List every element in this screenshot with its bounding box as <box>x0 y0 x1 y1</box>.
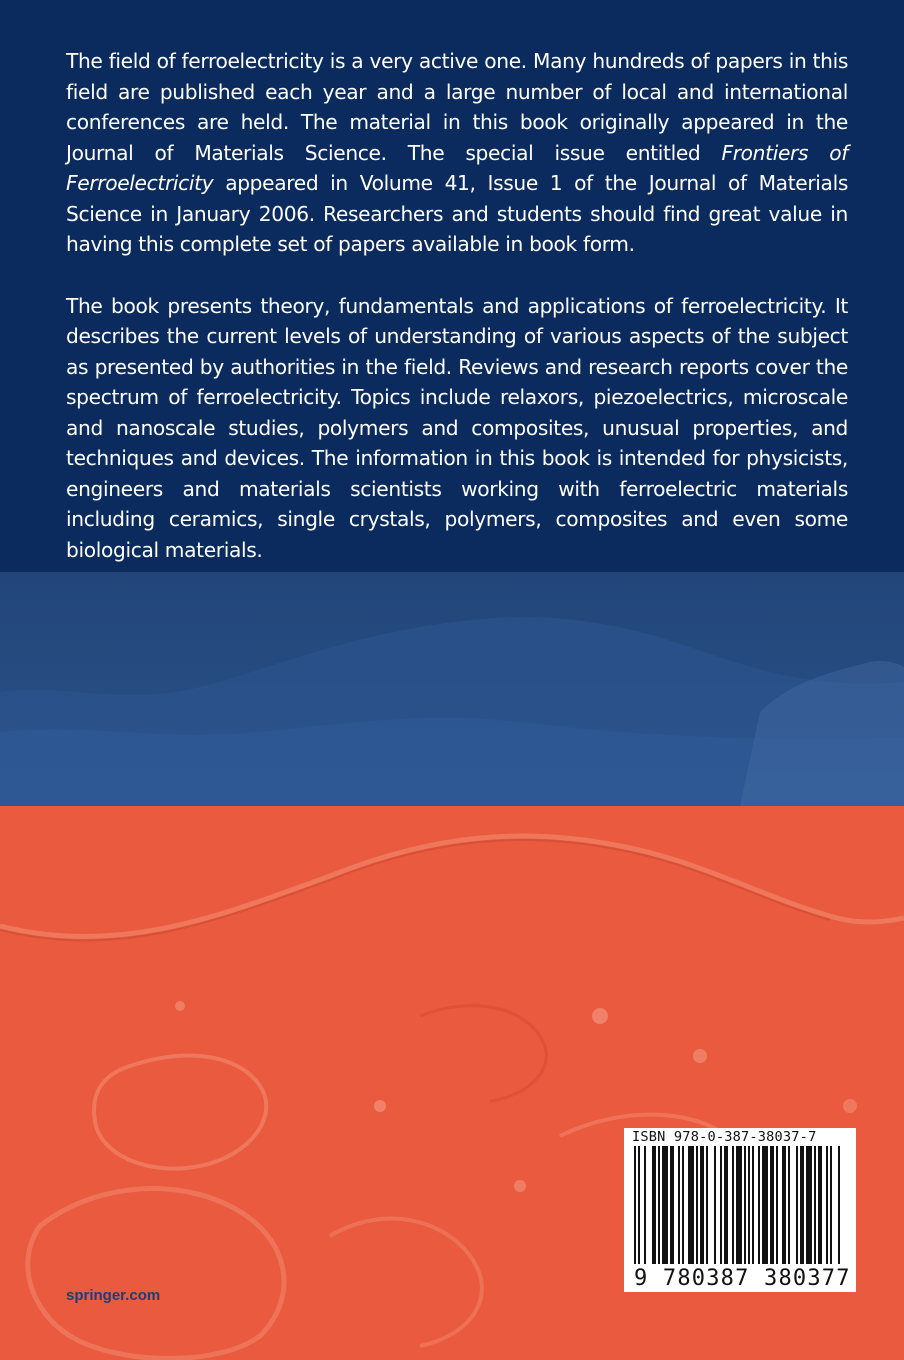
barcode-bar <box>662 1146 668 1264</box>
barcode-bar <box>758 1146 760 1264</box>
barcode-bar <box>688 1146 694 1264</box>
blurb-p1-title: Frontiers of Ferroelectricity <box>66 140 848 195</box>
barcode-bar <box>744 1146 746 1264</box>
isbn-label: ISBN 978-0-387-38037-7 <box>632 1129 817 1145</box>
barcode-bar <box>752 1146 754 1264</box>
barcode-bar <box>818 1146 822 1264</box>
barcode-bar <box>682 1146 684 1264</box>
barcode-bar <box>638 1146 640 1264</box>
barcode-bar <box>776 1146 778 1264</box>
blurb-paragraph-2: The book presents theory, fundamentals and applications of ferroelectricity. It describes the current levels of understanding of various aspects of the subject as presented by authorities in the field. Reviews and research reports cover the spectrum of ferroelectricity. Topics include relaxors, piezoelectrics, microscale and nanoscale studies, polymers and composites, unusual properties, and techniques and devices. The information in this book is intended for physicists, engineers and materials scientists working with ferroelectric materials including ceramics, single crystals, polymers, composites and even some biological materials. <box>66 293 848 562</box>
barcode-bar <box>678 1146 680 1264</box>
barcode-bars <box>632 1146 848 1264</box>
barcode-bar <box>720 1146 722 1264</box>
blurb-paragraph-1 <box>66 46 848 260</box>
barcode-bar <box>762 1146 768 1264</box>
barcode-bar <box>814 1146 816 1264</box>
blue-texture-band <box>0 572 904 806</box>
barcode-bar <box>732 1146 734 1264</box>
barcode-bar <box>634 1146 636 1264</box>
barcode-bar <box>826 1146 828 1264</box>
barcode-bar <box>838 1146 840 1264</box>
barcode-bar <box>770 1146 774 1264</box>
barcode-bar <box>748 1146 750 1264</box>
barcode-bar <box>658 1146 660 1264</box>
barcode-bar <box>696 1146 698 1264</box>
publisher-url: springer.com <box>66 1287 161 1304</box>
barcode-bar <box>724 1146 728 1264</box>
barcode-bar <box>644 1146 646 1264</box>
barcode-bar <box>800 1146 804 1264</box>
isbn-barcode <box>624 1128 856 1292</box>
barcode-bar <box>652 1146 656 1264</box>
barcode-bar <box>736 1146 742 1264</box>
barcode-bar <box>806 1146 812 1264</box>
micrograph-texture-blue <box>0 572 904 806</box>
barcode-bar <box>714 1146 716 1264</box>
barcode-bar <box>788 1146 790 1264</box>
blurb-p1-text-a: The field of ferroelectricity is a very active one. Many hundreds of papers in this field are published each year and a large number of local and international conferences are held. The material in this book originally appeared in the Journal of Materials Science. The special issue entitled <box>66 49 848 165</box>
barcode-bar <box>782 1146 786 1264</box>
barcode-bar <box>830 1146 832 1264</box>
barcode-bar <box>796 1146 798 1264</box>
barcode-digits: 9 780387 380377 <box>634 1266 851 1291</box>
cover-blurb <box>66 46 848 565</box>
barcode-bar <box>670 1146 674 1264</box>
barcode-bar <box>700 1146 704 1264</box>
barcode-bar <box>706 1146 708 1264</box>
blurb-p1-text-b: appeared in Volume 41, Issue 1 of the Journal of Materials Science in January 2006. Researchers and students should find great value in having this complete set of papers available in book form. <box>66 171 848 256</box>
